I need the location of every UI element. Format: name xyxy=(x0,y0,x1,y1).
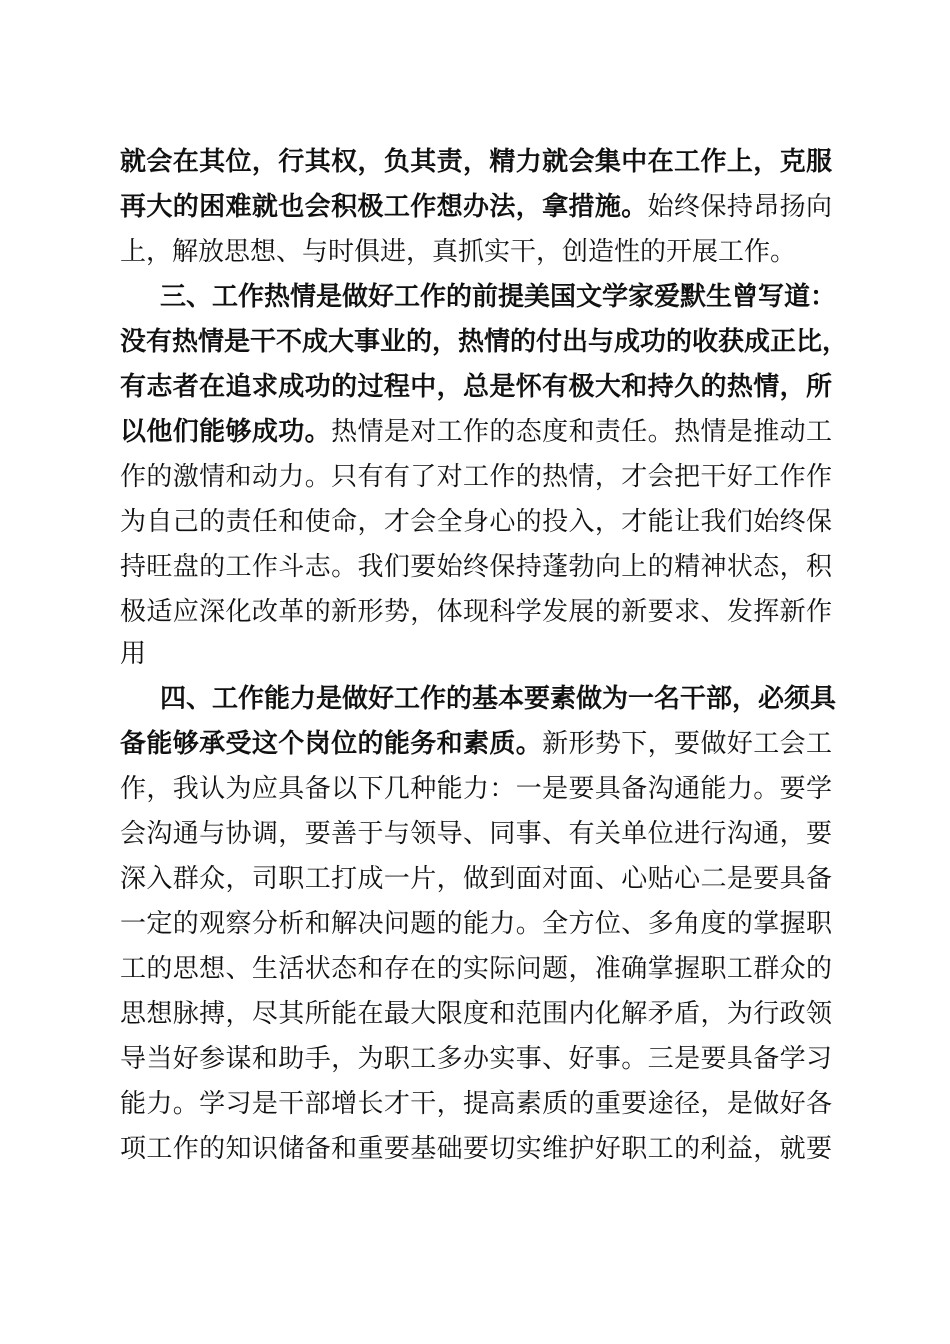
text-line xyxy=(120,140,832,184)
regular-text: 工的思想、生活状态和存在的实际问题，准确掌握职工群众的 xyxy=(120,954,832,984)
bold-text: 没有热情是干不成大事业的，热情的付出与成功的收获成正比， xyxy=(120,327,849,357)
text-line xyxy=(120,230,832,274)
text-line xyxy=(120,722,832,766)
bold-text: 三、工作热情是做好工作的前提美国文学家爱默生曾写道： xyxy=(160,282,837,312)
text-line xyxy=(120,500,832,544)
bold-text: 以他们能够成功。 xyxy=(120,417,332,447)
text-line xyxy=(120,812,832,856)
regular-text: 会沟通与协调，要善于与领导、同事、有关单位进行沟通，要 xyxy=(120,819,832,849)
text-line xyxy=(120,632,832,676)
regular-text: 导当好参谋和助手，为职工多办实事、好事。三是要具备学习 xyxy=(120,1044,832,1074)
paragraph-heading-line xyxy=(160,275,837,319)
regular-text: 极适应深化改革的新形势，体现科学发展的新要求、发挥新作 xyxy=(120,597,832,627)
regular-text: 作的激情和动力。只有有了对工作的热情，才会把干好工作作 xyxy=(120,462,832,492)
text-line xyxy=(120,902,832,946)
text-line xyxy=(120,1037,832,1081)
regular-text: 持旺盘的工作斗志。我们要始终保持蓬勃向上的精神状态，积 xyxy=(120,552,832,582)
regular-text: 上，解放思想、与时俱进，真抓实干，创造性的开展工作。 xyxy=(120,237,797,267)
text-line xyxy=(120,365,832,409)
text-line xyxy=(120,320,849,364)
bold-text: 备能够承受这个岗位的能务和素质。 xyxy=(120,729,543,759)
regular-text: 用 xyxy=(120,639,147,669)
bold-text: 四、工作能力是做好工作的基本要素做为一名干部，必须具 xyxy=(160,684,837,714)
text-line xyxy=(120,1127,832,1171)
text-line xyxy=(120,1082,832,1126)
regular-text: 为自己的责任和使命，才会全身心的投入，才能让我们始终保 xyxy=(120,507,832,537)
text-line xyxy=(120,590,832,634)
regular-text: 新形势下，要做好工会工 xyxy=(542,729,832,759)
regular-text: 深入群众，司职工打成一片，做到面对面、心贴心二是要具备 xyxy=(120,864,832,894)
text-line xyxy=(120,545,832,589)
regular-text: 思想脉搏，尽其所能在最大限度和范围内化解矛盾，为行政领 xyxy=(120,999,832,1029)
bold-text: 就会在其位，行其权，负其责，精力就会集中在工作上，克服 xyxy=(120,147,832,177)
bold-text: 有志者在追求成功的过程中，总是怀有极大和持久的热情，所 xyxy=(120,372,832,402)
bold-text: 再大的困难就也会积极工作想办法，拿措施。 xyxy=(120,192,648,222)
text-line xyxy=(120,455,832,499)
paragraph-heading-line xyxy=(160,677,837,721)
text-line xyxy=(120,185,832,229)
regular-text: 能力。学习是干部增长才干，提高素质的重要途径，是做好各 xyxy=(120,1089,832,1119)
text-line xyxy=(120,410,832,454)
text-line xyxy=(120,992,832,1036)
regular-text: 热情是对工作的态度和责任。热情是推动工 xyxy=(331,417,832,447)
regular-text: 项工作的知识储备和重要基础要切实维护好职工的利益，就要 xyxy=(120,1134,832,1164)
regular-text: 一定的观察分析和解决问题的能力。全方位、多角度的掌握职 xyxy=(120,909,832,939)
regular-text: 始终保持昂扬向 xyxy=(647,192,832,222)
text-line xyxy=(120,947,832,991)
text-line xyxy=(120,857,832,901)
text-line xyxy=(120,767,832,811)
regular-text: 作，我认为应具备以下几种能力：一是要具备沟通能力。要学 xyxy=(120,774,832,804)
